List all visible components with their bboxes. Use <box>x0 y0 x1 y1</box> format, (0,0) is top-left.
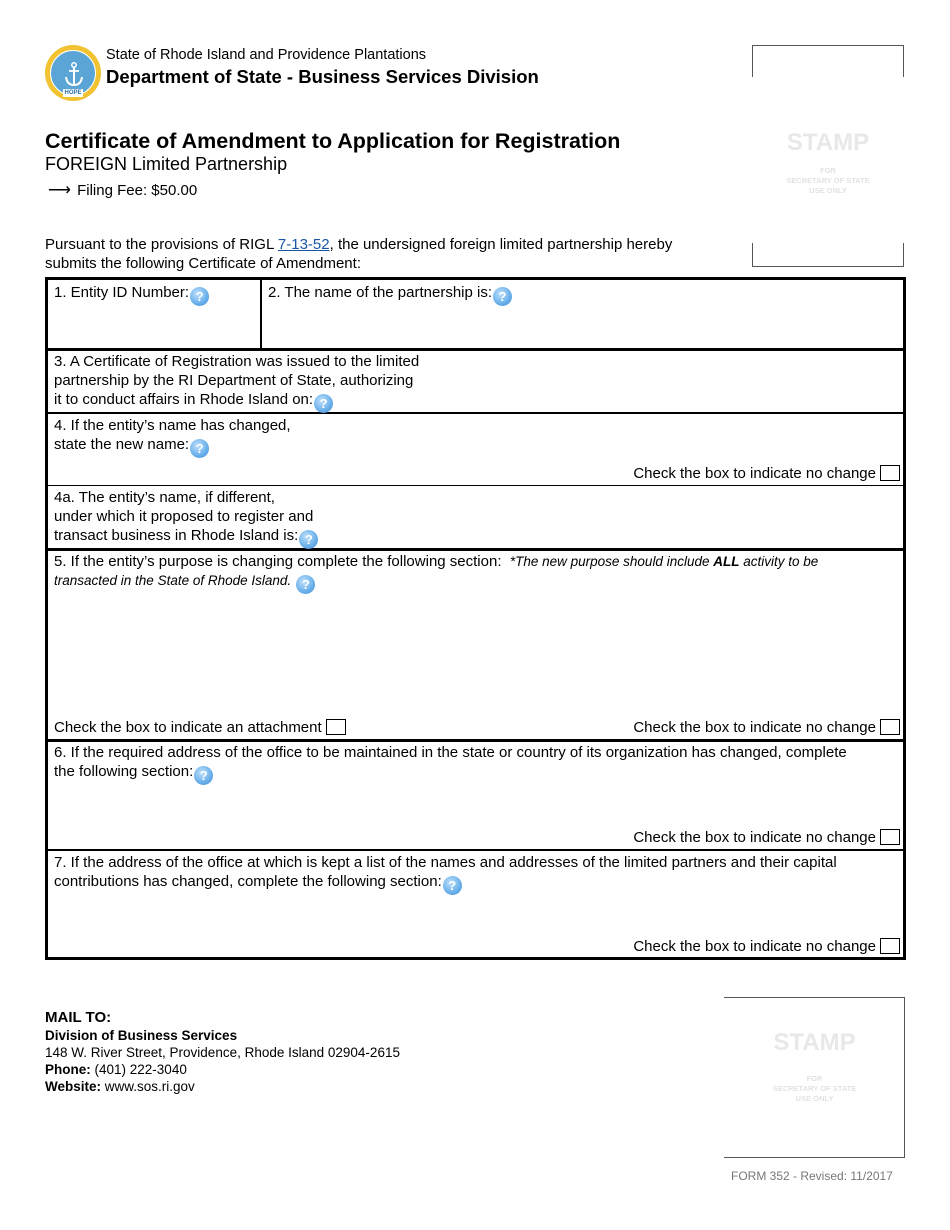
help-icon[interactable]: ? <box>443 876 462 895</box>
seal-label: HOPE <box>64 90 82 96</box>
purpose-note-line2: transacted in the State of Rhode Island. <box>54 573 292 588</box>
help-icon[interactable]: ? <box>194 766 213 785</box>
purpose-label: 5. If the entity’s purpose is changing complete the following section: <box>54 553 502 570</box>
no-change-row-5 <box>633 719 900 737</box>
website-url: www.sos.ri.gov <box>104 1079 195 1094</box>
stamp-note-1: FOR <box>820 166 836 175</box>
no-change-row-6 <box>633 829 900 847</box>
website-label: Website: <box>45 1079 102 1094</box>
no-change-label: Check the box to indicate no change <box>633 465 876 482</box>
proposed-name-label-1: 4a. The entity’s name, if different, <box>54 489 275 506</box>
no-change-label: Check the box to indicate no change <box>633 719 876 736</box>
purpose-note-a: *The new purpose should include <box>509 554 714 569</box>
phone-label: Phone: <box>45 1062 91 1077</box>
organization-address-field[interactable] <box>54 743 894 785</box>
intro-text-b: , the undersigned foreign limited partnership hereby <box>329 236 673 253</box>
entity-id-label: 1. Entity ID Number: <box>54 284 190 301</box>
partnership-name-field[interactable] <box>268 283 512 306</box>
mail-phone <box>45 1062 187 1077</box>
arrow-right-icon: ⟶ <box>48 182 71 199</box>
state-name: State of Rhode Island and Providence Plantations <box>106 47 427 63</box>
anchor-icon <box>64 62 84 88</box>
stamp-note-1: FOR <box>806 1074 823 1083</box>
partners-list-address-label-1: 7. If the address of the office at which is kept a list of the names and addresses of the limited partners and their capital <box>54 854 837 871</box>
stamp-note-2: SECRETARY OF STATE <box>772 1084 857 1093</box>
no-change-checkbox-4[interactable] <box>880 465 900 481</box>
registration-date-field[interactable] <box>54 352 419 413</box>
mail-to-heading: MAIL TO: <box>45 1009 112 1026</box>
department-name: Department of State - Business Services Division <box>106 66 539 87</box>
proposed-name-label-2: under which it proposed to register and <box>54 508 314 525</box>
phone-number: (401) 222-3040 <box>94 1062 187 1077</box>
new-name-label-1: 4. If the entity’s name has changed, <box>54 417 291 434</box>
help-icon[interactable]: ? <box>314 394 333 413</box>
registration-date-label-1: 3. A Certificate of Registration was issued to the limited <box>54 353 420 370</box>
rigl-link[interactable]: 7-13-52 <box>277 236 330 253</box>
registration-date-label-2: partnership by the RI Department of State, authorizing <box>54 372 414 389</box>
purpose-field[interactable] <box>54 552 874 594</box>
form-number: FORM 352 - Revised: 11/2017 <box>731 1169 893 1183</box>
stamp-label: STAMP <box>786 129 870 156</box>
help-icon[interactable]: ? <box>299 530 318 549</box>
stamp-area-bottom <box>724 997 905 1158</box>
no-change-label: Check the box to indicate no change <box>633 829 876 846</box>
mail-website <box>45 1079 195 1094</box>
partners-list-address-field[interactable] <box>54 853 894 895</box>
new-name-label-2: state the new name: <box>54 436 190 453</box>
registration-date-label-3: it to conduct affairs in Rhode Island on: <box>54 391 314 408</box>
attachment-label: Check the box to indicate an attachment <box>54 719 322 736</box>
no-change-label: Check the box to indicate no change <box>633 938 876 955</box>
intro-text-a: Pursuant to the provisions of RIGL <box>45 236 278 253</box>
proposed-name-label-3: transact business in Rhode Island is: <box>54 527 299 544</box>
stamp-note-3: USE ONLY <box>795 1094 834 1103</box>
new-name-field[interactable] <box>54 416 291 458</box>
amendment-form <box>45 277 906 960</box>
mail-address: 148 W. River Street, Providence, Rhode Island 02904-2615 <box>45 1045 400 1060</box>
purpose-note-b: activity to be <box>739 554 819 569</box>
state-seal <box>45 45 101 101</box>
purpose-note-bold: ALL <box>713 554 740 569</box>
help-icon[interactable]: ? <box>296 575 315 594</box>
filing-fee <box>48 180 197 200</box>
organization-address-label-1: 6. If the required address of the office to be maintained in the state or country of its organization has changed, complete <box>54 744 847 761</box>
mail-division: Division of Business Services <box>45 1028 238 1043</box>
attachment-checkbox[interactable] <box>326 719 346 735</box>
stamp-note-2: SECRETARY OF STATE <box>786 176 870 185</box>
help-icon[interactable]: ? <box>493 287 512 306</box>
entity-id-field[interactable] <box>54 283 209 306</box>
intro-text <box>45 236 725 273</box>
stamp-area <box>752 45 904 267</box>
intro-text-line2: submits the following Certificate of Amendment: <box>45 254 361 272</box>
organization-address-label-2: the following section: <box>54 763 194 780</box>
no-change-checkbox-5[interactable] <box>880 719 900 735</box>
no-change-row-4 <box>633 465 900 483</box>
partners-list-address-label-2: contributions has changed, complete the following section: <box>54 873 442 890</box>
no-change-checkbox-7[interactable] <box>880 938 900 954</box>
proposed-name-field[interactable] <box>54 488 318 549</box>
attachment-row <box>54 719 346 737</box>
page-title: Certificate of Amendment to Application for Registration <box>45 129 621 153</box>
help-icon[interactable]: ? <box>190 287 209 306</box>
stamp-label: STAMP <box>773 1029 856 1056</box>
stamp-note-3: USE ONLY <box>809 186 847 195</box>
page-subtitle: FOREIGN Limited Partnership <box>45 154 288 174</box>
partnership-name-label: 2. The name of the partnership is: <box>268 284 493 301</box>
no-change-row-7 <box>633 938 900 956</box>
help-icon[interactable]: ? <box>190 439 209 458</box>
filing-fee-text: Filing Fee: $50.00 <box>77 182 198 199</box>
no-change-checkbox-6[interactable] <box>880 829 900 845</box>
